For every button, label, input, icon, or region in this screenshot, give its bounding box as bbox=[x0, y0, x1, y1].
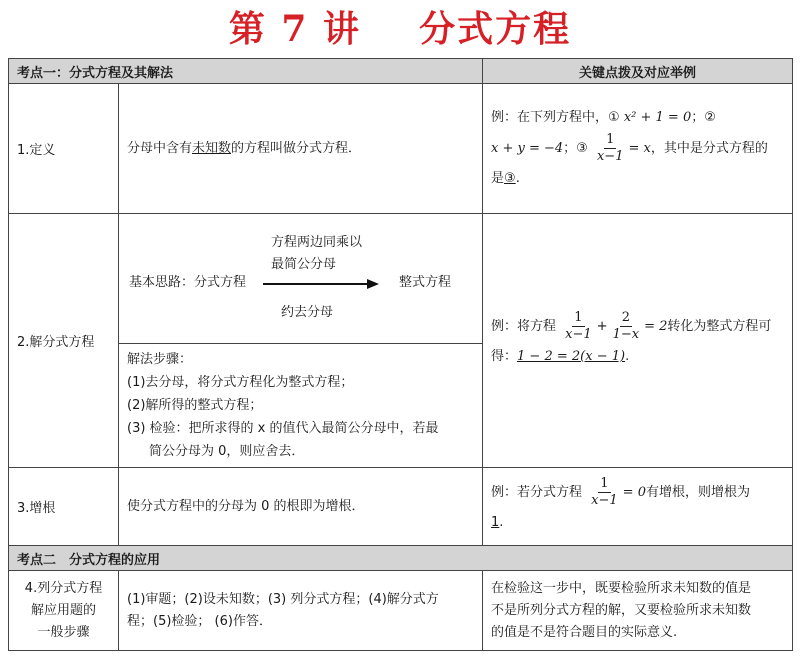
solve-step: (2)解所得的整式方程； bbox=[127, 398, 263, 413]
solve-steps bbox=[119, 344, 483, 468]
definition-row bbox=[9, 84, 793, 214]
section1-header-right: 关键点拨及对应举例 bbox=[483, 59, 793, 84]
definition-text: 分母中含有未知数的方程叫做分式方程． bbox=[119, 84, 483, 214]
solve-step: 解法步骤： bbox=[127, 352, 193, 367]
application-steps: (1)审题；(2)设未知数；(3) 列分式方程；(4)解分式方 程；(5)检验； (6)作答． bbox=[119, 571, 483, 651]
extraneous-answer: 1 bbox=[491, 515, 500, 530]
solve-step: 简公分母为 0，则应舍去． bbox=[149, 444, 305, 459]
section1-header-row bbox=[9, 59, 793, 84]
extraneous-text: 使分式方程中的分母为 0 的根即为增根． bbox=[119, 468, 483, 546]
extraneous-row bbox=[9, 468, 793, 546]
example-eq3-fraction: $\frac{1}{x-1}$ bbox=[596, 132, 624, 164]
idea-label: 基本思路：分式方程 bbox=[129, 274, 247, 290]
solve-example-fraction-1: $\frac{1}{x-1}$ bbox=[565, 310, 592, 342]
solve-answer: 1 − 2 = 2(x − 1) bbox=[517, 349, 626, 364]
solve-example: 例：将方程 $\frac{1}{x-1}$ + $\frac{2}{1-x}$ = 2转化为整式方程可 得：1 − 2 = 2(x − 1). bbox=[483, 214, 793, 468]
extraneous-example-fraction: $\frac{1}{x-1}$ bbox=[591, 476, 618, 508]
application-row bbox=[9, 571, 793, 651]
solve-idea-cell bbox=[119, 214, 483, 344]
solve-example-fraction-2: $\frac{2}{1-x}$ bbox=[612, 310, 640, 342]
solve-label: 2.解分式方程 bbox=[9, 214, 119, 468]
definition-example: 例：在下列方程中，① x² + 1 = 0；② x + y = −4；③ $\frac{1}{x-1}$ = x，其中是分式方程的 是③. bbox=[483, 84, 793, 214]
title-prefix: 第 7 讲 bbox=[228, 8, 361, 50]
extraneous-label: 3.增根 bbox=[9, 468, 119, 546]
solve-step: (3) 检验：把所求得的 x 的值代入最简公分母中，若最 bbox=[127, 421, 439, 436]
section2-header: 考点二 分式方程的应用 bbox=[9, 546, 793, 571]
definition-answer: ③ bbox=[504, 171, 516, 186]
solve-step: (1)去分母，将分式方程化为整式方程； bbox=[127, 375, 354, 390]
application-note: 在检验这一步中，既要检验所求未知数的值是 不是所列分式方程的解，又要检验所求未知数 的值是不是符合题目的实际意义. bbox=[483, 571, 793, 651]
page-title bbox=[0, 0, 800, 58]
definition-label: 1.定义 bbox=[9, 84, 119, 214]
title-main: 分式方程 bbox=[419, 8, 572, 50]
solve-idea-diagram bbox=[119, 215, 482, 343]
arrow-top-line2: 最简公分母 bbox=[271, 256, 337, 272]
section2-header-row bbox=[9, 546, 793, 571]
solve-row-idea bbox=[9, 214, 793, 344]
knowledge-table bbox=[8, 58, 793, 651]
example-eq1: x² + 1 = 0 bbox=[623, 110, 692, 125]
section1-header-left: 考点一：分式方程及其解法 bbox=[9, 59, 483, 84]
extraneous-example: 例：若分式方程 $\frac{1}{x-1}$ = 0有增根，则增根为 1. bbox=[483, 468, 793, 546]
arrow-bottom-label: 约去分母 bbox=[281, 304, 334, 320]
example-eq2: x + y = −4 bbox=[491, 141, 564, 156]
arrow-top-line1: 方程两边同乘以 bbox=[271, 234, 363, 250]
transform-arrow-icon bbox=[261, 277, 381, 291]
idea-result: 整式方程 bbox=[399, 274, 452, 290]
definition-underlined-term: 未知数 bbox=[192, 140, 232, 156]
application-label: 4.列分式方程 解应用题的 一般步骤 bbox=[9, 571, 119, 651]
